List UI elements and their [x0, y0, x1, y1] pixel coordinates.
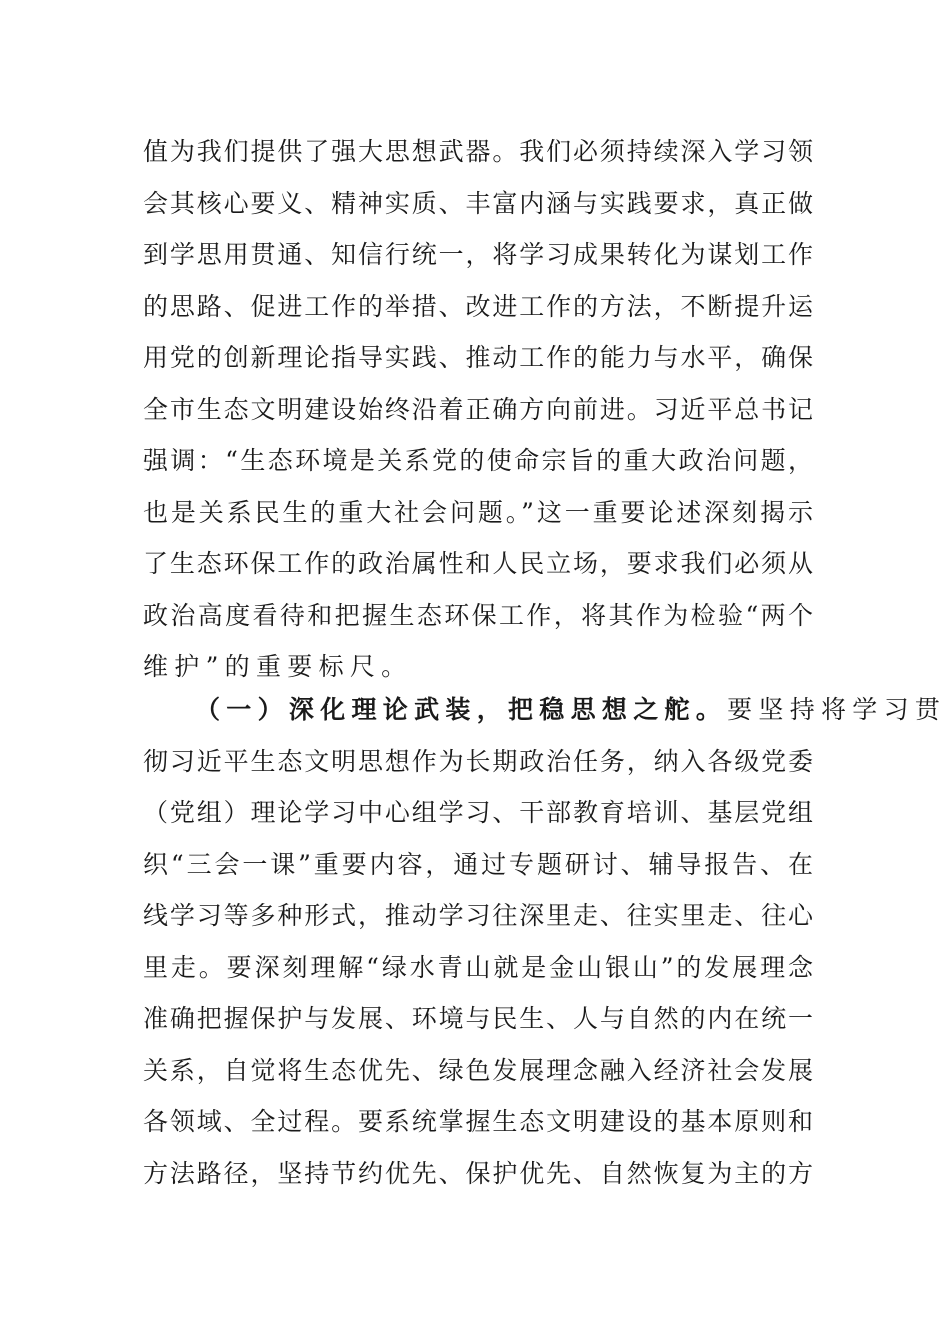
text-line: 全市生态文明建设始终沿着正确方向前进。习近平总书记 — [143, 394, 813, 424]
text-line: 各领域、全过程。要系统掌握生态文明建设的基本原则和 — [143, 1107, 813, 1136]
section-first-line-text: 要坚持将学习贯 — [727, 695, 947, 724]
text-line-last: 维护”的重要标尺。 — [143, 652, 413, 681]
section-first-line — [143, 684, 947, 736]
text-line: 政治高度看待和把握生态环保工作，将其作为检验“两个 — [143, 600, 813, 630]
paragraph-1 — [143, 126, 813, 693]
paragraph-2 — [143, 684, 947, 1199]
text-line: 里走。要深刻理解“绿水青山就是金山银山”的发展理念 — [143, 952, 813, 982]
text-line: 方法路径，坚持节约优先、保护优先、自然恢复为主的方 — [143, 1158, 813, 1188]
text-line: 到学思用贯通、知信行统一，将学习成果转化为谋划工作 — [143, 240, 813, 269]
text-line: 彻习近平生态文明思想作为长期政治任务，纳入各级党委 — [143, 746, 813, 776]
text-line: 值为我们提供了强大思想武器。我们必须持续深入学习领 — [143, 137, 813, 166]
text-line: 准确把握保护与发展、环境与民生、人与自然的内在统一 — [143, 1004, 813, 1033]
text-line: 也是关系民生的重大社会问题。”这一重要论述深刻揭示 — [143, 497, 813, 527]
text-line: 织“三会一课”重要内容，通过专题研讨、辅导报告、在 — [143, 849, 813, 879]
text-line: 了生态环保工作的政治属性和人民立场，要求我们必须从 — [143, 549, 813, 578]
text-line: 会其核心要义、精神实质、丰富内涵与实践要求，真正做 — [143, 188, 813, 218]
text-line: 关系，自觉将生态优先、绿色发展理念融入经济社会发展 — [143, 1055, 813, 1085]
section-heading: （一）深化理论武装，把稳思想之舵。 — [195, 695, 728, 724]
text-line: 的思路、促进工作的举措、改进工作的方法，不断提升运 — [143, 291, 813, 321]
text-line: 线学习等多种形式，推动学习往深里走、往实里走、往心 — [143, 901, 813, 930]
text-line: 强调：“生态环境是关系党的使命宗旨的重大政治问题， — [143, 446, 813, 475]
text-line: （党组）理论学习中心组学习、干部教育培训、基层党组 — [143, 798, 813, 827]
text-line: 用党的创新理论指导实践、推动工作的能力与水平，确保 — [143, 343, 813, 372]
